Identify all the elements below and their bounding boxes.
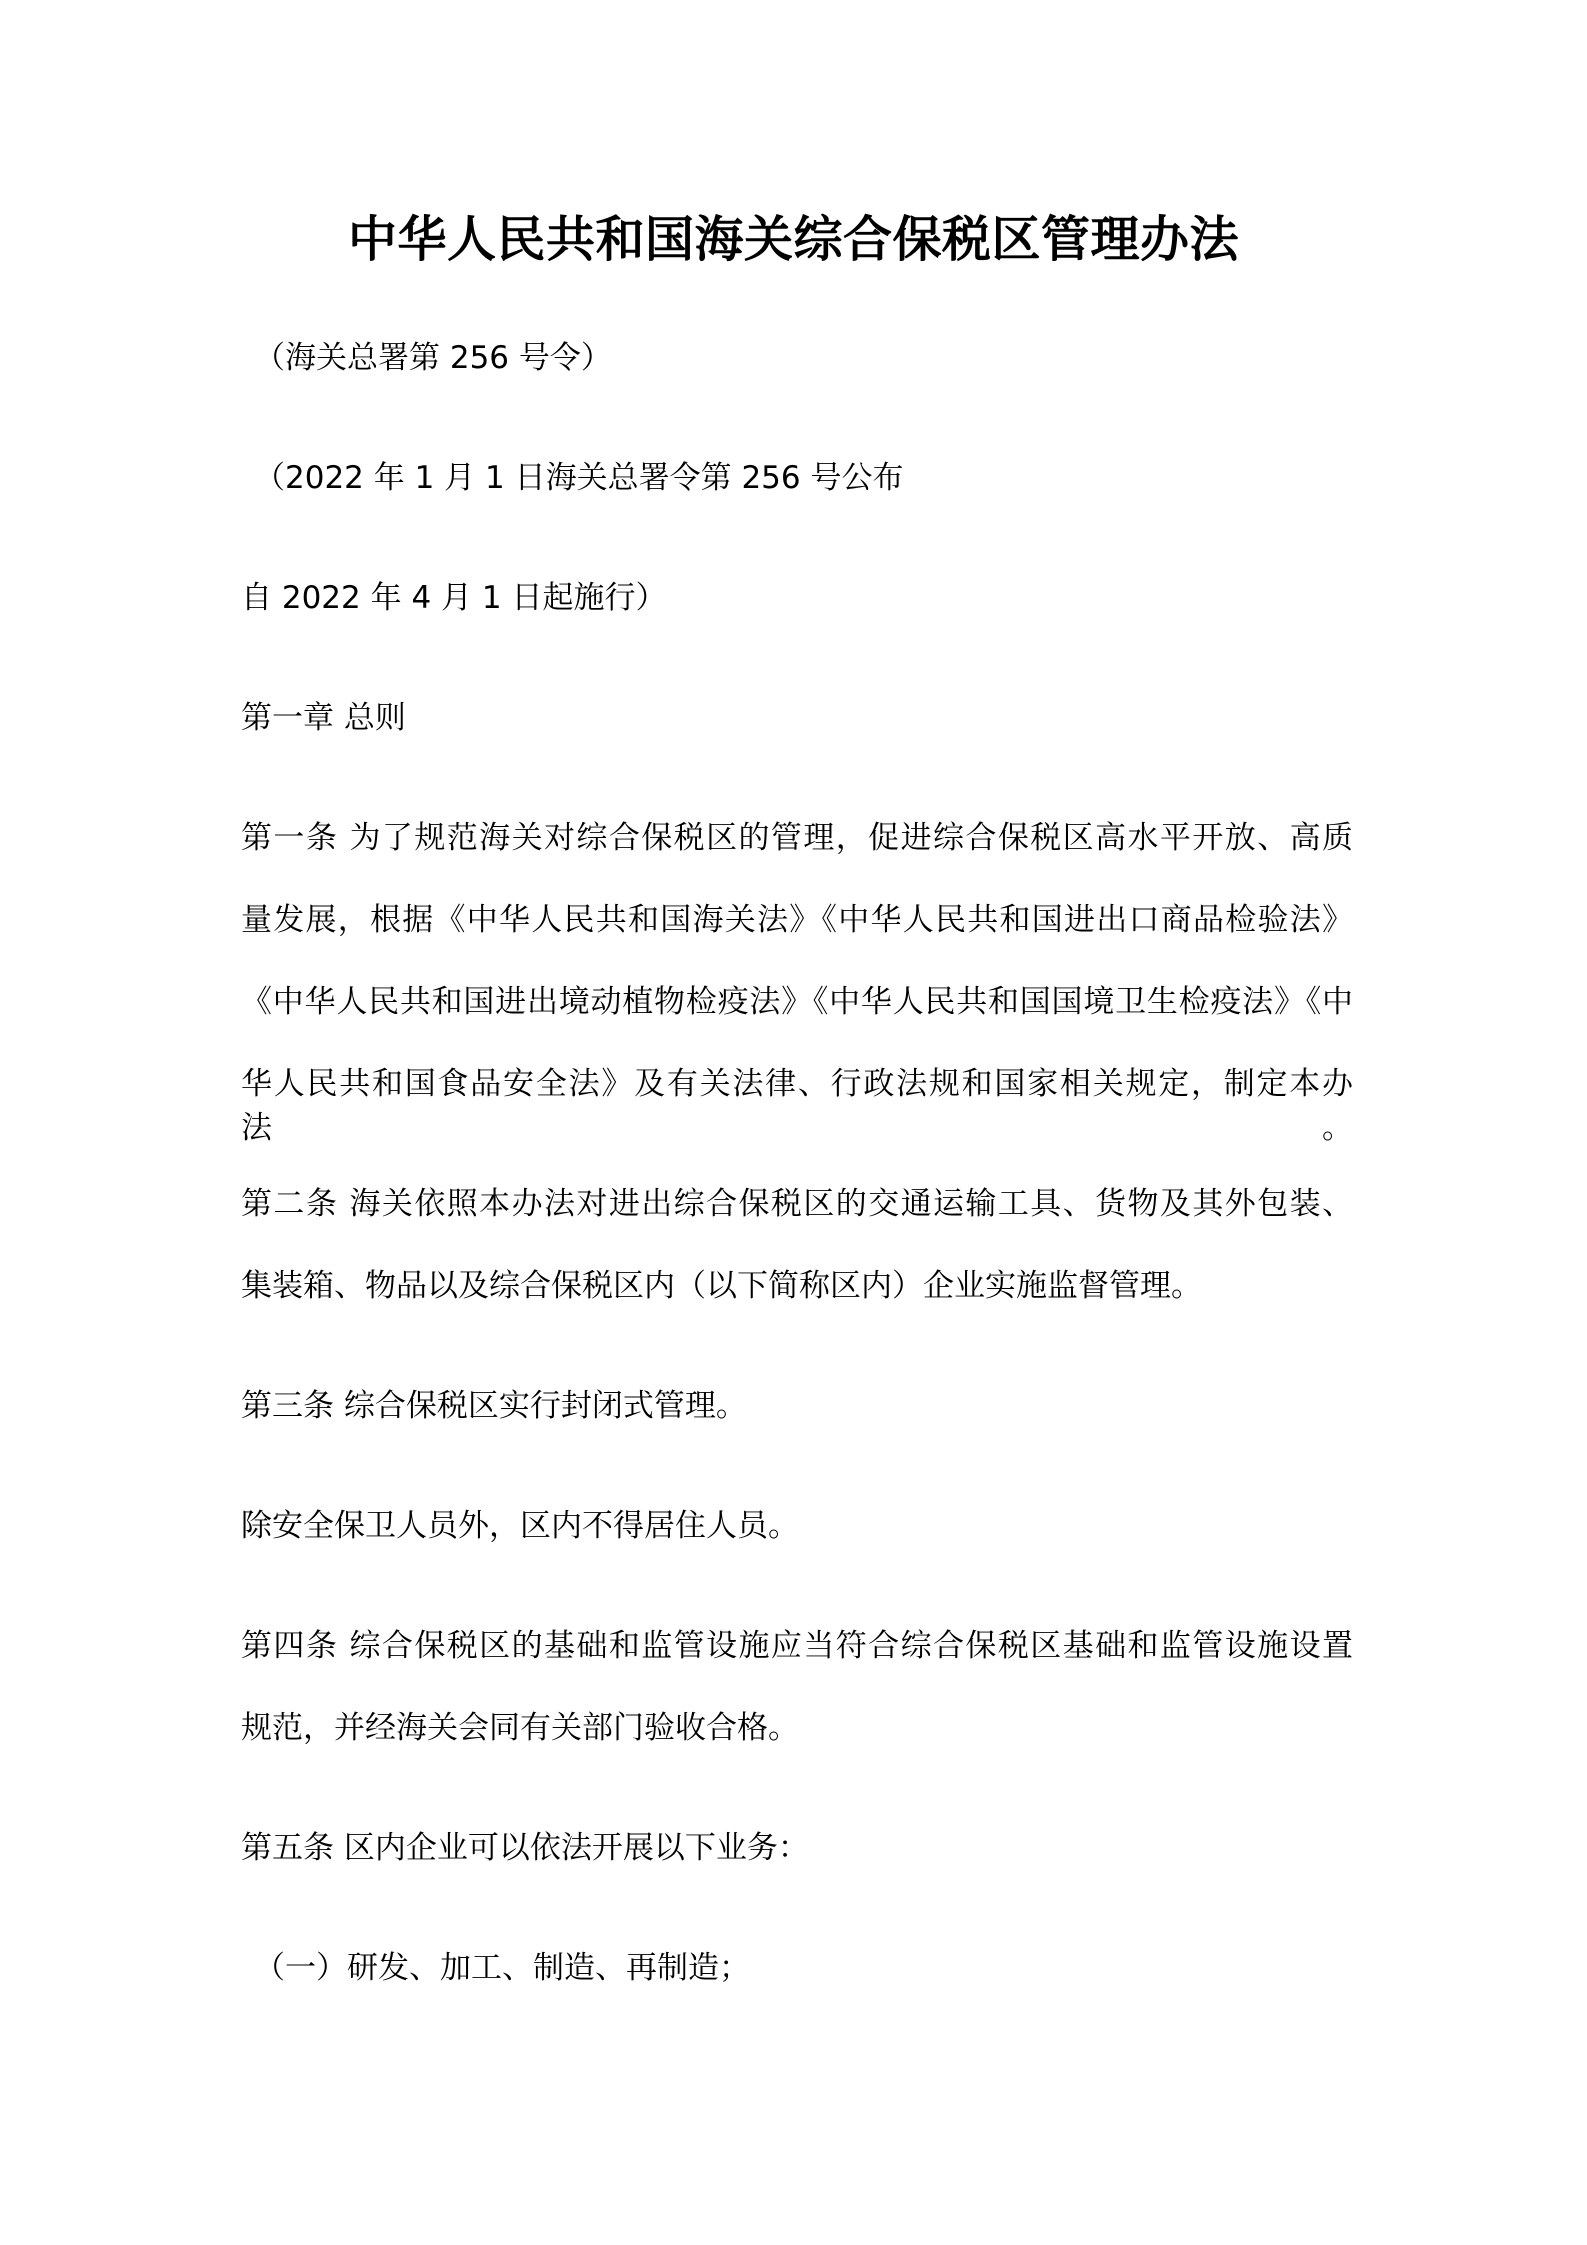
article-2-line: 集装箱、物品以及综合保税区内（以下简称区内）企业实施监督管理。: [241, 1268, 1202, 1304]
article-5-item: （一）研发、加工、制造、再制造；: [254, 1950, 750, 1986]
article-4-line: 第四条 综合保税区的基础和监管设施应当符合综合保税区基础和监管设施设置: [241, 1628, 1353, 1664]
article-2-line: 第二条 海关依照本办法对进出综合保税区的交通运输工具、货物及其外包装、: [241, 1186, 1353, 1222]
article-3: 第三条 综合保税区实行封闭式管理。: [241, 1388, 747, 1424]
article-3-paragraph: 除安全保卫人员外，区内不得居住人员。: [241, 1508, 799, 1544]
article-1-line: 量发展，根据《中华人民共和国海关法》《中华人民共和国进出口商品检验法》: [241, 902, 1353, 938]
effective-date-note: 自 2022 年 4 月 1 日起施行）: [241, 580, 667, 616]
chapter-heading: 第一章 总则: [241, 700, 406, 736]
article-4-line: 规范，并经海关会同有关部门验收合格。: [241, 1710, 799, 1746]
article-1-line: 华人民共和国食品安全法》及有关法律、行政法规和国家相关规定，制定本办法。: [241, 1066, 1353, 1146]
article-1-line: 第一条 为了规范海关对综合保税区的管理，促进综合保税区高水平开放、高质: [241, 820, 1353, 856]
document-title: 中华人民共和国海关综合保税区管理办法: [347, 211, 1239, 268]
promulgation-note: （2022 年 1 月 1 日海关总署令第 256 号公布: [254, 460, 904, 496]
article-5: 第五条 区内企业可以依法开展以下业务：: [241, 1830, 809, 1866]
article-1-line: 《中华人民共和国进出境动植物检疫法》《中华人民共和国国境卫生检疫法》《中: [241, 984, 1353, 1020]
order-number: （海关总署第 256 号令）: [254, 340, 612, 376]
